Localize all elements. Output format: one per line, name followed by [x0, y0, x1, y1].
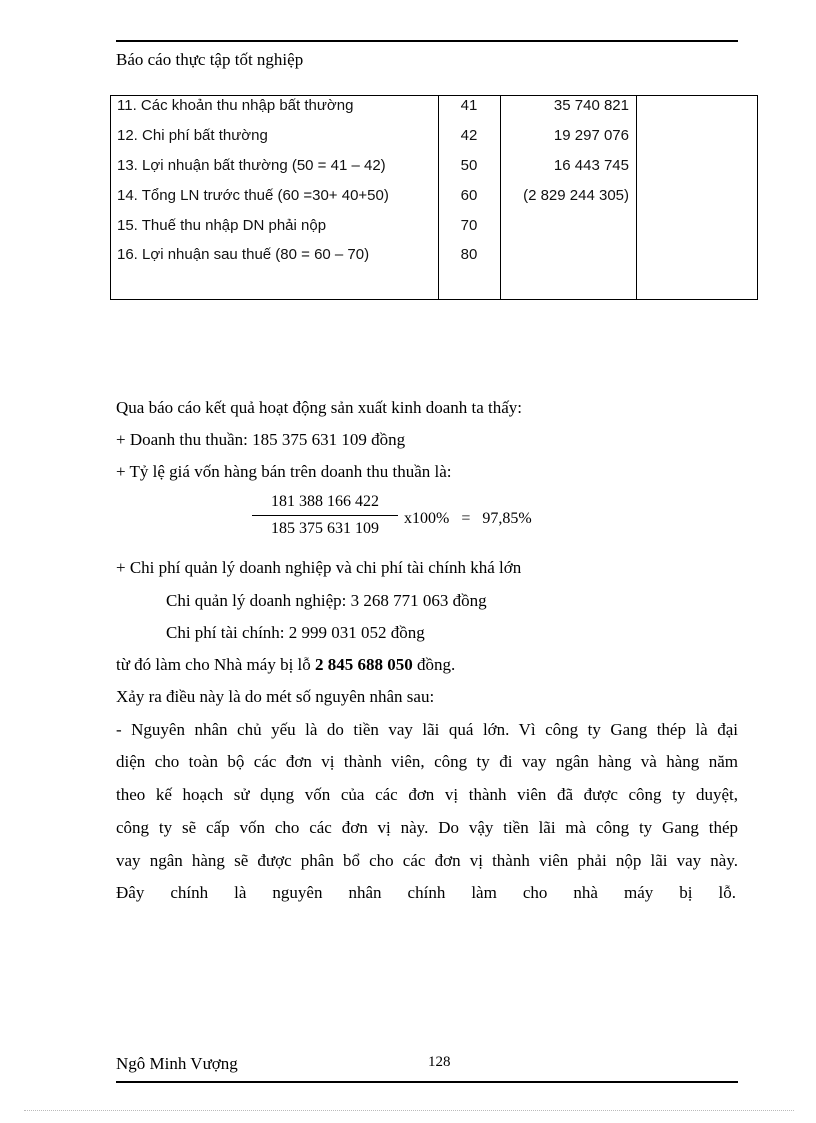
- row-label: 12. Chi phí bất thường: [117, 127, 268, 144]
- paragraph-line: - Nguyên nhân chủ yếu là do tiền vay lãi quá lớn. Vì công ty Gang thép là đại: [116, 720, 738, 739]
- row-code: 50: [460, 157, 478, 174]
- paragraph-line: Đây chính là nguyên nhân chính làm cho nhà máy bị lỗ.: [116, 883, 736, 902]
- loss-line-suffix: đồng.: [412, 655, 456, 674]
- row-label: 15. Thuế thu nhập DN phải nộp: [117, 217, 327, 234]
- table-row: [111, 187, 757, 217]
- cost-ratio-line: + Tỷ lệ giá vốn hàng bán trên doanh thu thuần là:: [116, 462, 452, 481]
- row-code: 80: [460, 246, 478, 263]
- row-code: 41: [460, 97, 478, 114]
- row-label: 13. Lợi nhuận bất thường (50 = 41 – 42): [117, 157, 386, 174]
- fraction-numerator: 181 388 166 422: [271, 493, 379, 510]
- page-header-title: Báo cáo thực tập tốt nghiệp: [116, 50, 304, 69]
- financial-results-table: [110, 95, 758, 300]
- paragraph-line: diện cho toàn bộ các đơn vị thành viên, công ty đi vay ngân hàng và hàng năm: [116, 752, 738, 771]
- table-row: [111, 97, 757, 127]
- footer-author: Ngô Minh Vượng: [116, 1054, 238, 1073]
- loss-line: [116, 655, 455, 675]
- row-label: 16. Lợi nhuận sau thuế (80 = 60 – 70): [117, 246, 370, 263]
- header-rule: [116, 40, 738, 42]
- admin-expense-line: Chi quản lý doanh nghiệp: 3 268 771 063 đồng: [166, 591, 487, 610]
- net-revenue-line: + Doanh thu thuần: 185 375 631 109 đồng: [116, 430, 406, 449]
- row-amount: 19 297 076: [553, 127, 629, 144]
- finance-expense-line: Chi phí tài chính: 2 999 031 052 đồng: [166, 623, 425, 642]
- row-code: 60: [460, 187, 478, 204]
- paragraph-line: vay ngân hàng sẽ được phân bổ cho các đơn vị thành viên phải nộp lãi vay này.: [116, 851, 738, 870]
- table-row: [111, 127, 757, 157]
- page-edge-dotted-line: [24, 1110, 794, 1111]
- expense-line: + Chi phí quản lý doanh nghiệp và chi phí tài chính khá lớn: [116, 558, 522, 577]
- table-row: [111, 217, 757, 247]
- row-amount: (2 829 244 305): [523, 187, 629, 204]
- row-amount: 35 740 821: [553, 97, 629, 114]
- row-label: 14. Tổng LN trước thuế (60 =30+ 40+50): [117, 187, 389, 204]
- row-code: 70: [460, 217, 478, 234]
- table-row: [111, 246, 757, 276]
- summary-intro: Qua báo cáo kết quả hoạt động sản xuất kinh doanh ta thấy:: [116, 398, 522, 417]
- paragraph-line: công ty sẽ cấp vốn cho các đơn vị này. Do vậy tiền lãi mà công ty Gang thép: [116, 818, 738, 837]
- fraction-bar: [252, 515, 398, 516]
- fraction-result: x100% = 97,85%: [404, 510, 532, 527]
- row-amount: 16 443 745: [553, 157, 629, 174]
- cost-ratio-fraction: [252, 493, 398, 538]
- page-number: 128: [428, 1054, 451, 1070]
- row-code: 42: [460, 127, 478, 144]
- paragraph-line: theo kế hoạch sử dụng vốn của các đơn vị thành viên đã được công ty duyệt,: [116, 785, 738, 804]
- causes-intro: Xảy ra điều này là do mét số nguyên nhân sau:: [116, 687, 435, 706]
- row-label: 11. Các khoản thu nhập bất thường: [117, 97, 354, 114]
- fraction-denominator: 185 375 631 109: [271, 520, 379, 537]
- loss-line-prefix: từ đó làm cho Nhà máy bị lỗ: [116, 655, 316, 674]
- table-row: [111, 157, 757, 187]
- footer-rule: [116, 1081, 738, 1083]
- loss-amount: 2 845 688 050: [315, 655, 413, 674]
